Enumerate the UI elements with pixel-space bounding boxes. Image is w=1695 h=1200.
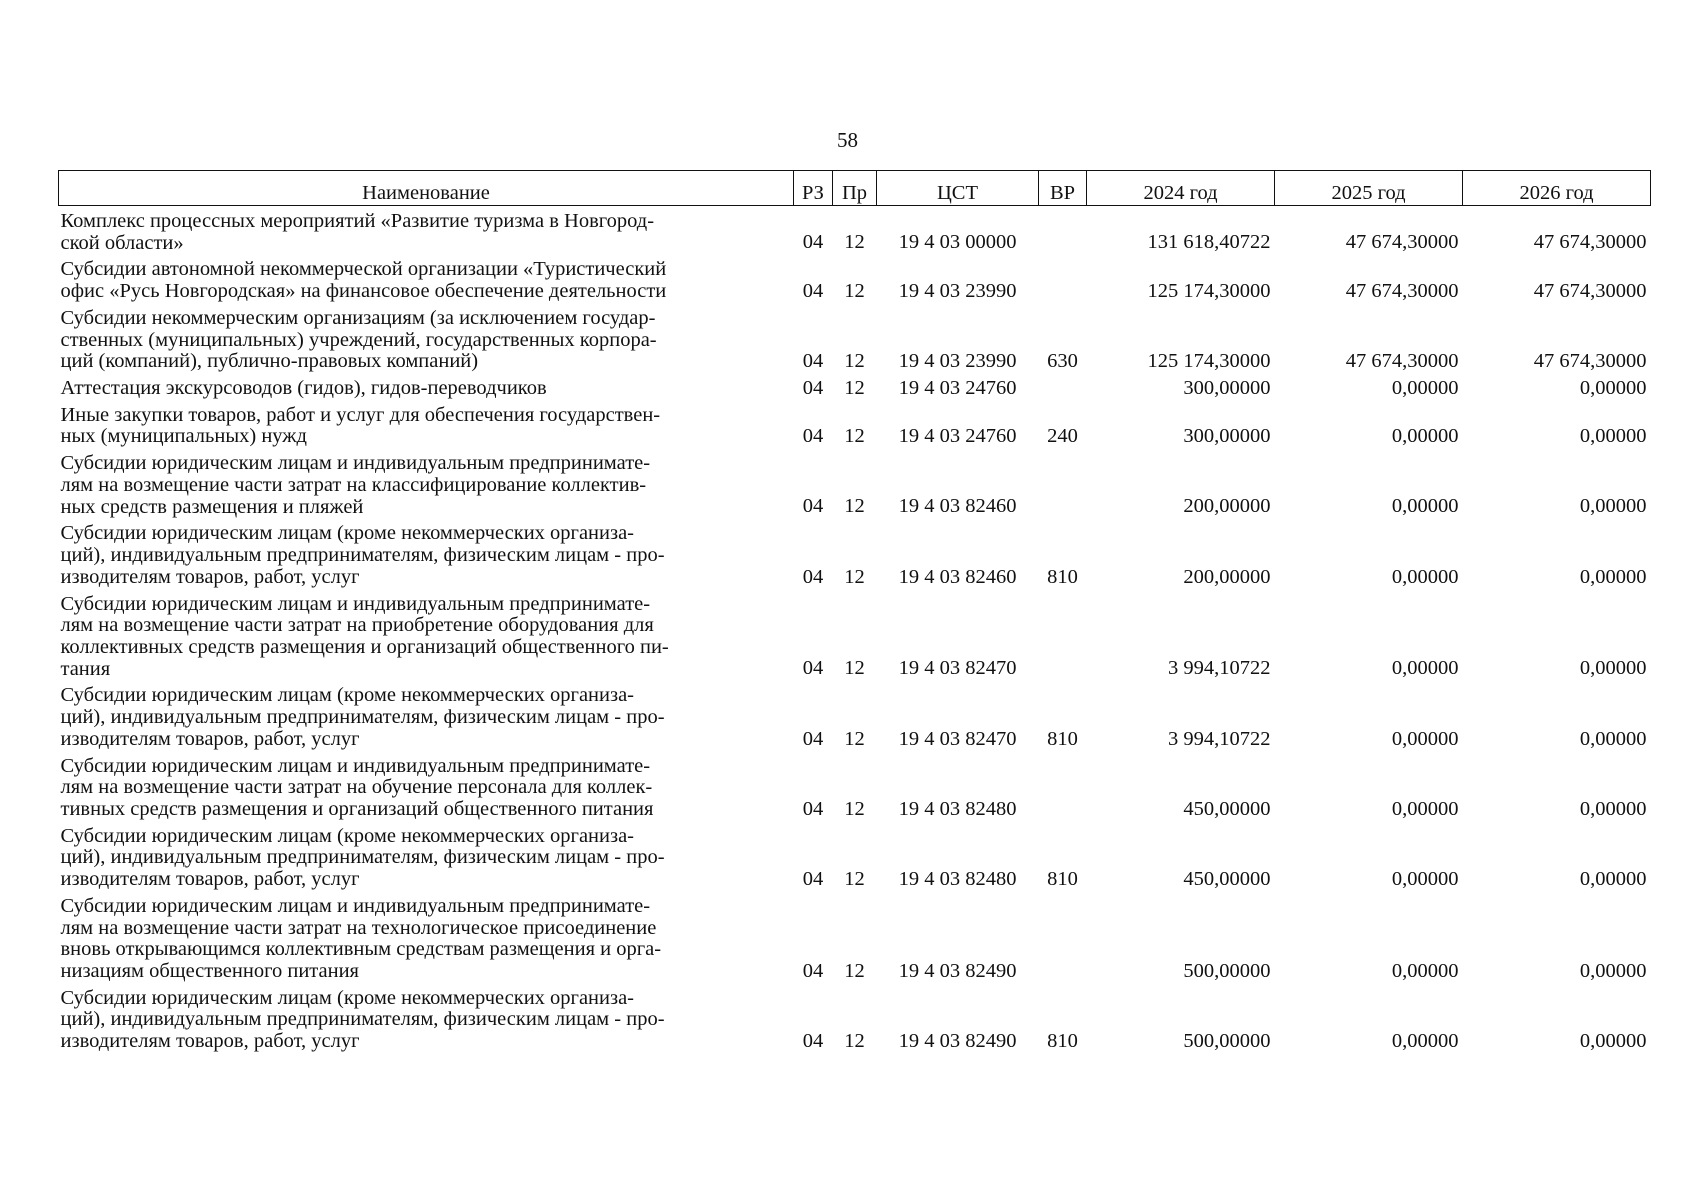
row-cst: 19 4 03 82480 xyxy=(898,867,1017,890)
table-row xyxy=(59,448,1651,518)
row-name: Аттестация экскурсоводов (гидов), гидов-переводчиков xyxy=(60,377,547,400)
row-cst: 19 4 03 82490 xyxy=(898,959,1017,982)
row-pr: 12 xyxy=(844,797,865,820)
row-2025: 0,00000 xyxy=(1391,867,1459,890)
table-row xyxy=(59,303,1651,373)
row-rz: 04 xyxy=(802,425,824,448)
row-cst: 19 4 03 82470 xyxy=(898,727,1017,750)
row-2025: 47 674,30000 xyxy=(1345,279,1459,302)
row-pr: 12 xyxy=(844,231,865,254)
header-pr: Пр xyxy=(833,171,877,206)
row-2024: 125 174,30000 xyxy=(1147,279,1271,302)
header-cst: ЦСТ xyxy=(877,171,1039,206)
row-vr xyxy=(1039,206,1087,255)
row-cst: 19 4 03 23990 xyxy=(898,279,1017,302)
row-cst: 19 4 03 24760 xyxy=(898,376,1017,399)
row-name: Иные закупки товаров, работ и услуг для обеспечения государствен- ных (муниципальных) нужд xyxy=(60,403,661,448)
row-2025: 0,00000 xyxy=(1391,565,1459,588)
row-2025: 47 674,30000 xyxy=(1345,350,1459,373)
table-row xyxy=(59,821,1651,891)
row-vr: 810 xyxy=(1047,1029,1078,1052)
row-rz: 04 xyxy=(802,657,824,680)
row-2025: 0,00000 xyxy=(1391,727,1459,750)
row-vr xyxy=(1039,448,1087,518)
row-2026: 0,00000 xyxy=(1579,959,1647,982)
header-row xyxy=(59,171,1651,206)
row-2026: 0,00000 xyxy=(1579,1029,1647,1052)
row-vr xyxy=(1039,751,1087,821)
row-name: Субсидии юридическим лицам (кроме некоммерческих организа- ций), индивидуальным предпринимателям, физическим лицам - про- изводителям товаров, работ, услуг xyxy=(60,824,665,891)
row-2024: 125 174,30000 xyxy=(1147,350,1271,373)
table-row xyxy=(59,518,1651,588)
row-pr: 12 xyxy=(844,727,865,750)
row-vr: 240 xyxy=(1047,425,1078,448)
row-vr: 810 xyxy=(1047,565,1078,588)
row-2025: 0,00000 xyxy=(1391,1029,1459,1052)
row-vr: 810 xyxy=(1047,727,1078,750)
header-2026: 2026 год xyxy=(1463,171,1651,206)
row-2026: 47 674,30000 xyxy=(1533,279,1647,302)
table-row xyxy=(59,680,1651,750)
row-pr: 12 xyxy=(844,565,865,588)
row-cst: 19 4 03 82460 xyxy=(898,565,1017,588)
row-2025: 0,00000 xyxy=(1391,797,1459,820)
row-pr: 12 xyxy=(844,495,865,518)
row-pr: 12 xyxy=(844,279,865,302)
table-row xyxy=(59,254,1651,302)
row-name: Субсидии юридическим лицам (кроме некоммерческих организа- ций), индивидуальным предпринимателям, физическим лицам - про- изводителям товаров, работ, услуг xyxy=(60,522,665,588)
row-2025: 0,00000 xyxy=(1391,657,1459,680)
row-2026: 0,00000 xyxy=(1579,376,1647,399)
row-pr: 12 xyxy=(844,657,865,680)
row-cst: 19 4 03 82490 xyxy=(898,1029,1017,1052)
row-name: Субсидии юридическим лицам (кроме некоммерческих организа- ций), индивидуальным предпринимателям, физическим лицам - про- изводителям товаров, работ, услуг xyxy=(60,684,665,750)
row-2026: 47 674,30000 xyxy=(1533,350,1647,373)
row-2026: 0,00000 xyxy=(1579,727,1647,750)
row-2024: 450,00000 xyxy=(1183,867,1271,890)
row-rz: 04 xyxy=(802,376,824,399)
row-rz: 04 xyxy=(802,1029,824,1052)
header-name: Наименование xyxy=(59,171,794,206)
row-rz: 04 xyxy=(802,959,824,982)
row-2024: 450,00000 xyxy=(1183,797,1271,820)
row-2024: 131 618,40722 xyxy=(1147,231,1271,254)
table-body xyxy=(59,206,1651,1053)
header-2025: 2025 год xyxy=(1275,171,1463,206)
row-name: Субсидии автономной некоммерческой организации «Туристический офис «Русь Новгородская» на финансовое обеспечение деятельности xyxy=(60,258,667,303)
row-2024: 3 994,10722 xyxy=(1168,657,1271,680)
row-name: Субсидии юридическим лицам и индивидуальным предпринимате- лям на возмещение части затрат на обучение персонала для коллек- тивных средств размещения и организаций общественного питания xyxy=(60,754,654,820)
row-2026: 0,00000 xyxy=(1579,797,1647,820)
row-2024: 200,00000 xyxy=(1183,565,1271,588)
row-name: Субсидии юридическим лицам (кроме некоммерческих организа- ций), индивидуальным предпринимателям, физическим лицам - про- изводителям товаров, работ, услуг xyxy=(60,986,665,1053)
table-row xyxy=(59,589,1651,681)
header-2024: 2024 год xyxy=(1087,171,1275,206)
row-rz: 04 xyxy=(802,495,824,518)
row-vr xyxy=(1039,254,1087,302)
row-name: Субсидии юридическим лицам и индивидуальным предпринимате- лям на возмещение части затрат на приобретение оборудования для коллективных средств размещения и организаций общественного пи- тания xyxy=(60,592,669,680)
row-name: Субсидии юридическим лицам и индивидуальным предпринимате- лям на возмещение части затрат на классифицирование коллектив- ных средств размещения и пляжей xyxy=(60,452,651,518)
table-row xyxy=(59,751,1651,821)
row-pr: 12 xyxy=(844,959,865,982)
table-row xyxy=(59,373,1651,400)
row-pr: 12 xyxy=(844,867,865,890)
row-name: Субсидии юридическим лицам и индивидуальным предпринимате- лям на возмещение части затрат на технологическое присоединение вновь открывающимся коллективным средствам размещения и орга- низациям общественного питания xyxy=(60,894,662,982)
row-rz: 04 xyxy=(802,565,824,588)
row-2025: 0,00000 xyxy=(1391,376,1459,399)
row-rz: 04 xyxy=(802,867,824,890)
row-cst: 19 4 03 23990 xyxy=(898,350,1017,373)
row-2024: 300,00000 xyxy=(1183,376,1271,399)
row-pr: 12 xyxy=(844,1029,865,1052)
row-name: Комплекс процессных мероприятий «Развитие туризма в Новгород- ской области» xyxy=(60,210,655,254)
row-2024: 500,00000 xyxy=(1183,959,1271,982)
row-2026: 0,00000 xyxy=(1579,565,1647,588)
row-rz: 04 xyxy=(802,279,824,302)
row-cst: 19 4 03 82470 xyxy=(898,657,1017,680)
row-2026: 0,00000 xyxy=(1579,867,1647,890)
row-name: Субсидии некоммерческим организациям (за исключением государ- ственных (муниципальных) учреждений, государственных корпора- ций (компаний), публично-правовых компаний) xyxy=(60,306,657,373)
table-row xyxy=(59,983,1651,1053)
row-2025: 47 674,30000 xyxy=(1345,231,1459,254)
row-2024: 200,00000 xyxy=(1183,495,1271,518)
header-vr: ВР xyxy=(1039,171,1087,206)
row-2026: 0,00000 xyxy=(1579,425,1647,448)
row-2024: 300,00000 xyxy=(1183,425,1271,448)
row-vr xyxy=(1039,589,1087,681)
row-pr: 12 xyxy=(844,425,865,448)
row-cst: 19 4 03 82460 xyxy=(898,495,1017,518)
row-rz: 04 xyxy=(802,727,824,750)
row-cst: 19 4 03 82480 xyxy=(898,797,1017,820)
table-header xyxy=(59,171,1651,206)
row-rz: 04 xyxy=(802,231,824,254)
row-2025: 0,00000 xyxy=(1391,425,1459,448)
budget-table xyxy=(58,170,1651,1053)
row-cst: 19 4 03 24760 xyxy=(898,425,1017,448)
row-2024: 3 994,10722 xyxy=(1168,727,1271,750)
row-2026: 0,00000 xyxy=(1579,495,1647,518)
row-pr: 12 xyxy=(844,350,865,373)
row-vr: 810 xyxy=(1047,867,1078,890)
row-rz: 04 xyxy=(802,350,824,373)
page-number: 58 xyxy=(837,128,858,152)
table-row xyxy=(59,400,1651,448)
row-2026: 47 674,30000 xyxy=(1533,231,1647,254)
row-pr: 12 xyxy=(844,376,865,399)
row-2024: 500,00000 xyxy=(1183,1029,1271,1052)
row-vr xyxy=(1039,891,1087,983)
row-2026: 0,00000 xyxy=(1579,657,1647,680)
row-cst: 19 4 03 00000 xyxy=(898,231,1017,254)
row-2025: 0,00000 xyxy=(1391,959,1459,982)
header-rz: РЗ xyxy=(794,171,833,206)
row-vr: 630 xyxy=(1047,350,1078,373)
table-row xyxy=(59,206,1651,255)
row-2025: 0,00000 xyxy=(1391,495,1459,518)
table-row xyxy=(59,891,1651,983)
row-rz: 04 xyxy=(802,797,824,820)
row-vr xyxy=(1039,373,1087,400)
